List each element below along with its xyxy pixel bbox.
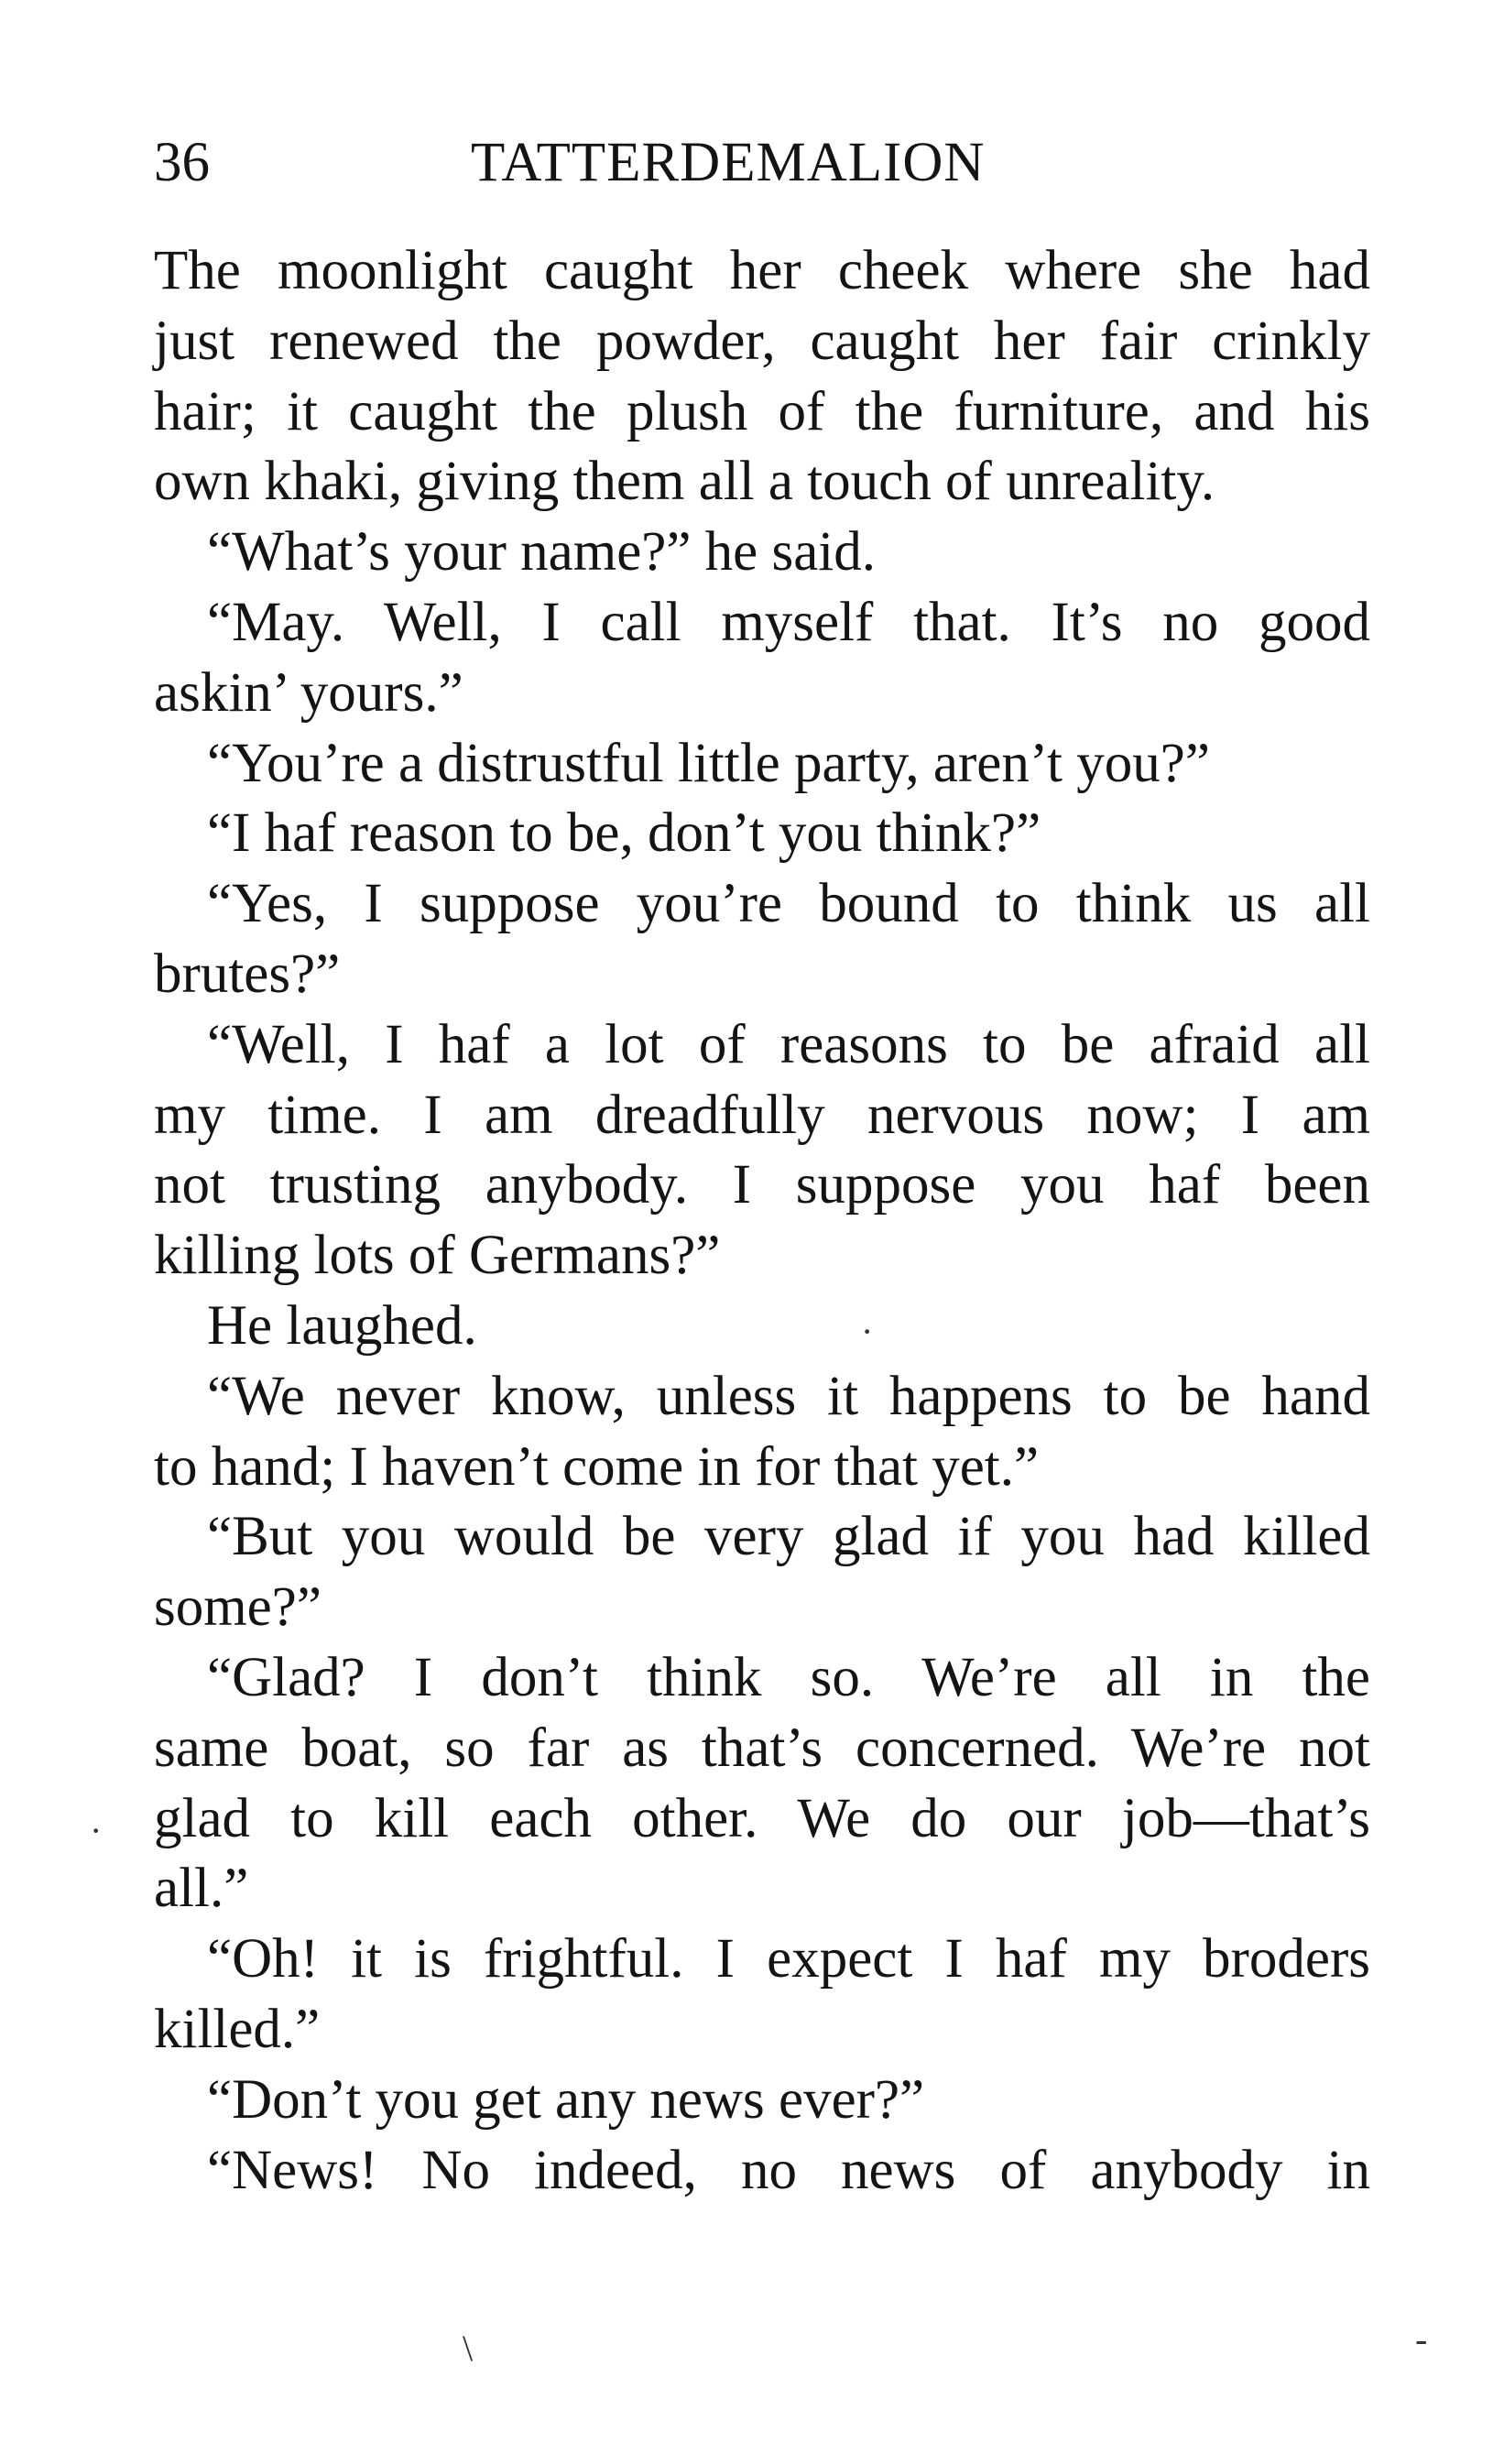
text-line: own khaki, giving them all a touch of unreality. — [154, 451, 1215, 513]
page-header — [154, 117, 1370, 209]
text-line: “You’re a distrustful little party, aren’t you?” — [207, 732, 1210, 794]
text-line: “Oh! it is frightful. I expect I haf my broders — [207, 1928, 1370, 1990]
text-line: hair; it caught the plush of the furniture, and his — [154, 380, 1370, 442]
text-line: “But you would be very glad if you had killed — [207, 1506, 1370, 1568]
text-line: “Glad? I don’t think so. We’re all in the — [207, 1646, 1370, 1708]
text-line: “May. Well, I call myself that. It’s no good — [207, 591, 1370, 653]
text-line: “News! No indeed, no news of anybody in — [207, 2139, 1370, 2201]
text-line: askin’ yours.” — [154, 661, 463, 724]
text-line: killing lots of Germans?” — [154, 1225, 721, 1287]
text-line: all.” — [154, 1858, 249, 1920]
body-text — [154, 236, 1370, 2206]
text-line: killed.” — [154, 1998, 321, 2060]
running-title: TATTERDEMALION — [471, 132, 986, 193]
print-speck: - — [1415, 2318, 1428, 2360]
text-line: brutes?” — [154, 943, 341, 1005]
text-line: “Well, I haf a lot of reasons to be afraid all — [207, 1013, 1370, 1075]
text-line: some?” — [154, 1576, 322, 1639]
text-line: glad to kill each other. We do our job—that’s — [154, 1787, 1370, 1849]
text-line: “Yes, I suppose you’re bound to think us all — [207, 873, 1370, 935]
text-line: just renewed the powder, caught her fair crinkly — [154, 310, 1370, 372]
text-line: He laughed. — [207, 1294, 477, 1357]
text-line: to hand; I haven’t come in for that yet.” — [154, 1435, 1040, 1498]
text-line: “What’s your name?” he said. — [207, 521, 877, 583]
print-speck: \ — [463, 2328, 474, 2369]
text-line: “I haf reason to be, don’t you think?” — [207, 802, 1041, 865]
text-line: “We never know, unless it happens to be hand — [207, 1365, 1370, 1427]
print-speck: · — [90, 1810, 103, 1851]
text-line: same boat, so far as that’s concerned. We’re not — [154, 1717, 1370, 1779]
text-line: “Don’t you get any news ever?” — [207, 2068, 925, 2131]
text-line: The moonlight caught her cheek where she had — [154, 240, 1370, 301]
page-number: 36 — [154, 132, 210, 193]
print-speck: · — [861, 1311, 874, 1352]
text-line: my time. I am dreadfully nervous now; I am — [154, 1084, 1370, 1146]
text-line: not trusting anybody. I suppose you haf been — [154, 1154, 1370, 1216]
